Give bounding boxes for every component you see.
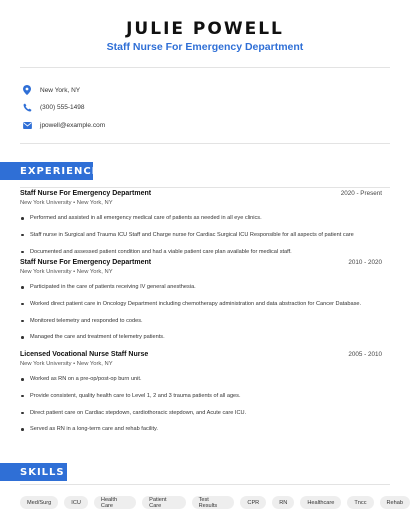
divider [20, 187, 390, 188]
divider [20, 67, 390, 68]
experience-heading: EXPERIENCE [0, 162, 93, 180]
job-bullets [20, 214, 382, 256]
phone-icon [22, 102, 32, 112]
job-title-subtitle: Staff Nurse For Emergency Department [106, 41, 304, 53]
skill-chip: Tncc [347, 496, 373, 509]
list-item: Managed the care and treatment of telemetry patients. [20, 333, 382, 341]
skill-chip: Patient Care [142, 496, 185, 509]
list-item: Performed and assisted in all emergency medical care of patients as needed in all eye clinics. [20, 214, 382, 222]
location-pin-icon [22, 85, 32, 95]
divider [20, 484, 390, 485]
skill-chip: Health Care [94, 496, 136, 509]
job-place: New York University • New York, NY [20, 269, 113, 275]
phone-text: (300) 555-1498 [40, 103, 85, 111]
email-text[interactable]: jpowell@example.com [40, 121, 106, 129]
envelope-icon [22, 120, 32, 130]
experience-entry [20, 351, 382, 442]
job-title: Staff Nurse For Emergency Department [20, 190, 152, 197]
candidate-name: JULIE POWELL [126, 19, 284, 39]
list-item: Served as RN in a long-term care and rehab facility. [20, 425, 382, 433]
job-bullets [20, 283, 382, 341]
skill-chip: ICU [64, 496, 88, 509]
list-item: Provide consistent, quality health care to Level 1, 2 and 3 trauma patients of all ages. [20, 392, 382, 400]
contact-location [22, 83, 382, 97]
list-item: Staff nurse in Surgical and Trauma ICU Staff and Charge nurse for Cardiac Surgical ICU Responsible for all aspects of patient care [20, 231, 382, 239]
experience-entry [20, 259, 382, 350]
skills-heading: SKILLS [0, 463, 67, 481]
list-item: Documented and assessed patient condition and had a viable patient care plan available for medical staff. [20, 248, 382, 256]
job-title: Licensed Vocational Nurse Staff Nurse [20, 351, 149, 358]
job-place: New York University • New York, NY [20, 361, 113, 367]
divider [20, 143, 390, 144]
location-text: New York, NY [40, 86, 81, 94]
contact-email [22, 118, 382, 132]
job-dates: 2010 - 2020 [348, 259, 382, 266]
contact-phone [22, 100, 382, 114]
list-item: Direct patient care on Cardiac stepdown, cardiothoracic stepdown, and Acute care ICU. [20, 409, 382, 417]
job-dates: 2020 - Present [340, 190, 382, 197]
skill-chip: Healthcare [300, 496, 341, 509]
skill-chip: Rehab [380, 496, 410, 509]
job-title: Staff Nurse For Emergency Department [20, 259, 152, 266]
list-item: Monitored telemetry and responded to codes. [20, 317, 382, 325]
skill-chip: Med/Surg [20, 496, 58, 509]
skills-list [20, 496, 410, 509]
experience-entry [20, 190, 382, 264]
skill-chip: Test Results [192, 496, 235, 509]
job-place: New York University • New York, NY [20, 200, 113, 206]
list-item: Worked direct patient care in Oncology Department including chemotherapy administration and data abstraction for Cancer Database. [20, 300, 382, 308]
list-item: Worked as RN on a pre-op/post-op burn unit. [20, 375, 382, 383]
list-item: Participated in the care of patients receiving IV general anesthesia. [20, 283, 382, 291]
job-dates: 2005 - 2010 [348, 351, 382, 358]
job-bullets [20, 375, 382, 433]
skill-chip: CPR [240, 496, 266, 509]
skill-chip: RN [272, 496, 294, 509]
